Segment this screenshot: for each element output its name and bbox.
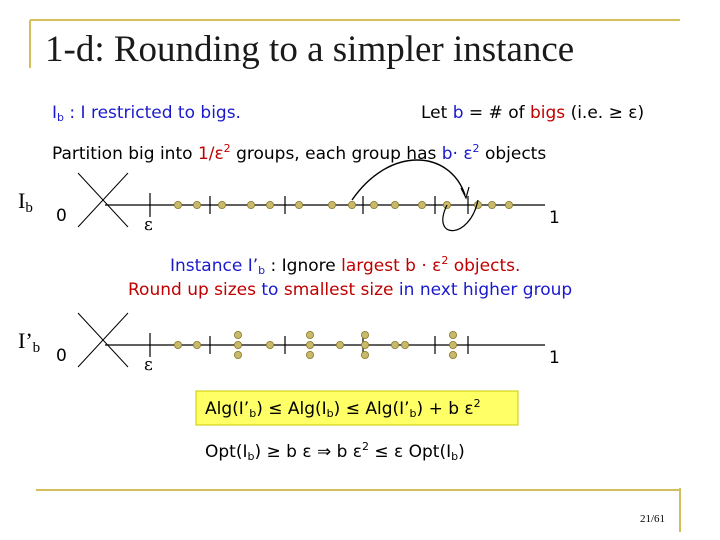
row2-dot-6-0 (361, 331, 368, 338)
alg-part-c: ) ≤ Alg(I’ (333, 399, 410, 419)
partition-bval: b· ε (441, 144, 473, 164)
opt-part-c: ≤ ε Opt(I (368, 442, 452, 462)
opt-inequality (205, 440, 465, 463)
partition-frac: 1/ε (197, 144, 224, 164)
opt-part-a: Opt(I (205, 442, 248, 462)
row2-dot-4-1 (306, 341, 313, 348)
page-number: 21/61 (640, 513, 666, 525)
row1-dot-10 (418, 201, 425, 208)
row2-zero: 0 (56, 346, 67, 366)
row2-dot-8-0 (401, 341, 408, 348)
row2-dot-0-0 (174, 341, 181, 348)
partition-text (52, 142, 546, 164)
let-b-symbol: b (452, 103, 464, 123)
row2-dot-3-0 (266, 341, 273, 348)
slide-title: 1-d: Rounding to a simpler instance (45, 29, 575, 70)
row1-dot-6 (328, 201, 335, 208)
row1-dot-13 (488, 201, 495, 208)
instance-ignore: : Ignore (265, 256, 342, 276)
row2-label-I: I’ (18, 328, 33, 353)
opt-sub-a: b (247, 450, 255, 463)
row2-one: 1 (549, 348, 560, 368)
row1-dot-3 (247, 201, 254, 208)
alg-inequality (205, 397, 481, 420)
alg-sup-d: 2 (473, 397, 481, 410)
row2-dot-9-0 (449, 331, 456, 338)
partition-prefix: Partition big into (52, 144, 198, 164)
alg-sub-c: b (409, 407, 417, 420)
row1-dot-4 (266, 201, 273, 208)
row2-dot-5-0 (336, 341, 343, 348)
row2-dot-6-2 (361, 351, 368, 358)
round-up-sizes: Round up sizes (128, 280, 262, 300)
instance-sub: b (258, 264, 266, 277)
instance-largest: largest b · ε (341, 256, 442, 276)
let-mid: = # of (463, 103, 530, 123)
row1-dot-8 (370, 201, 377, 208)
row2-eps: ε (144, 355, 153, 375)
alg-sub-a: b (249, 407, 257, 420)
row2-dot-9-2 (449, 351, 456, 358)
round-next-group: in next higher group (393, 280, 573, 300)
alg-part-d: ) + b ε (416, 399, 474, 419)
row1-dot-1 (193, 201, 200, 208)
let-b-definition (421, 103, 644, 123)
row2-label-sub: b (32, 340, 41, 356)
ib-symbol: I (52, 103, 58, 123)
row1-label-sub: b (25, 200, 33, 216)
row1-label (18, 188, 33, 217)
partition-frac-sup: 2 (223, 142, 231, 155)
row2-dot-2-0 (234, 331, 241, 338)
row1-dot-2 (218, 201, 225, 208)
row1-label-I: I (18, 188, 26, 213)
row2-dot-2-2 (234, 351, 241, 358)
row2-dot-4-0 (306, 331, 313, 338)
row1-dot-7 (348, 201, 355, 208)
partition-bval-sup: 2 (472, 142, 480, 155)
instance-objects: objects. (448, 256, 521, 276)
instance-line2 (128, 280, 572, 300)
round-to: to (261, 280, 284, 300)
ib-text: : I restricted to bigs. (64, 103, 241, 123)
row1-eps: ε (144, 215, 153, 235)
row1-one: 1 (549, 208, 560, 228)
let-bigs: bigs (530, 103, 566, 123)
let-end: (i.e. ≥ ε) (565, 103, 645, 123)
ib-subscript: b (57, 111, 64, 124)
opt-sub-c: b (451, 450, 459, 463)
row1-curve-arrow-1 (352, 160, 465, 200)
alg-sub-b: b (326, 407, 334, 420)
row2-dot-7-0 (391, 341, 398, 348)
alg-part-b: ) ≤ Alg(I (256, 399, 327, 419)
row2-dot-9-1 (449, 341, 456, 348)
opt-part-b: ) ≥ b ε ⇒ b ε (254, 442, 362, 462)
row2-dot-2-1 (234, 341, 241, 348)
alg-part-a: Alg(I’ (205, 399, 250, 419)
row1-dot-5 (295, 201, 302, 208)
row2-dot-1-0 (193, 341, 200, 348)
row2-dot-4-2 (306, 351, 313, 358)
opt-part-d: ) (458, 442, 465, 462)
ib-definition (52, 103, 241, 124)
opt-sup-b: 2 (361, 440, 369, 453)
row1-dot-0 (174, 201, 181, 208)
round-smallest: smallest size (283, 280, 394, 300)
row2-label (18, 328, 40, 357)
row1-dot-9 (391, 201, 398, 208)
partition-end: objects (479, 144, 547, 164)
instance-i-prime: Instance I’ (170, 256, 259, 276)
row1-dot-14 (505, 201, 512, 208)
let-prefix: Let (421, 103, 453, 123)
partition-mid: groups, each group has (230, 144, 442, 164)
row2-dot-6-1 (361, 341, 368, 348)
instance-largest-sup: 2 (441, 254, 449, 267)
instance-line1 (170, 254, 520, 277)
row1-zero: 0 (56, 206, 67, 226)
